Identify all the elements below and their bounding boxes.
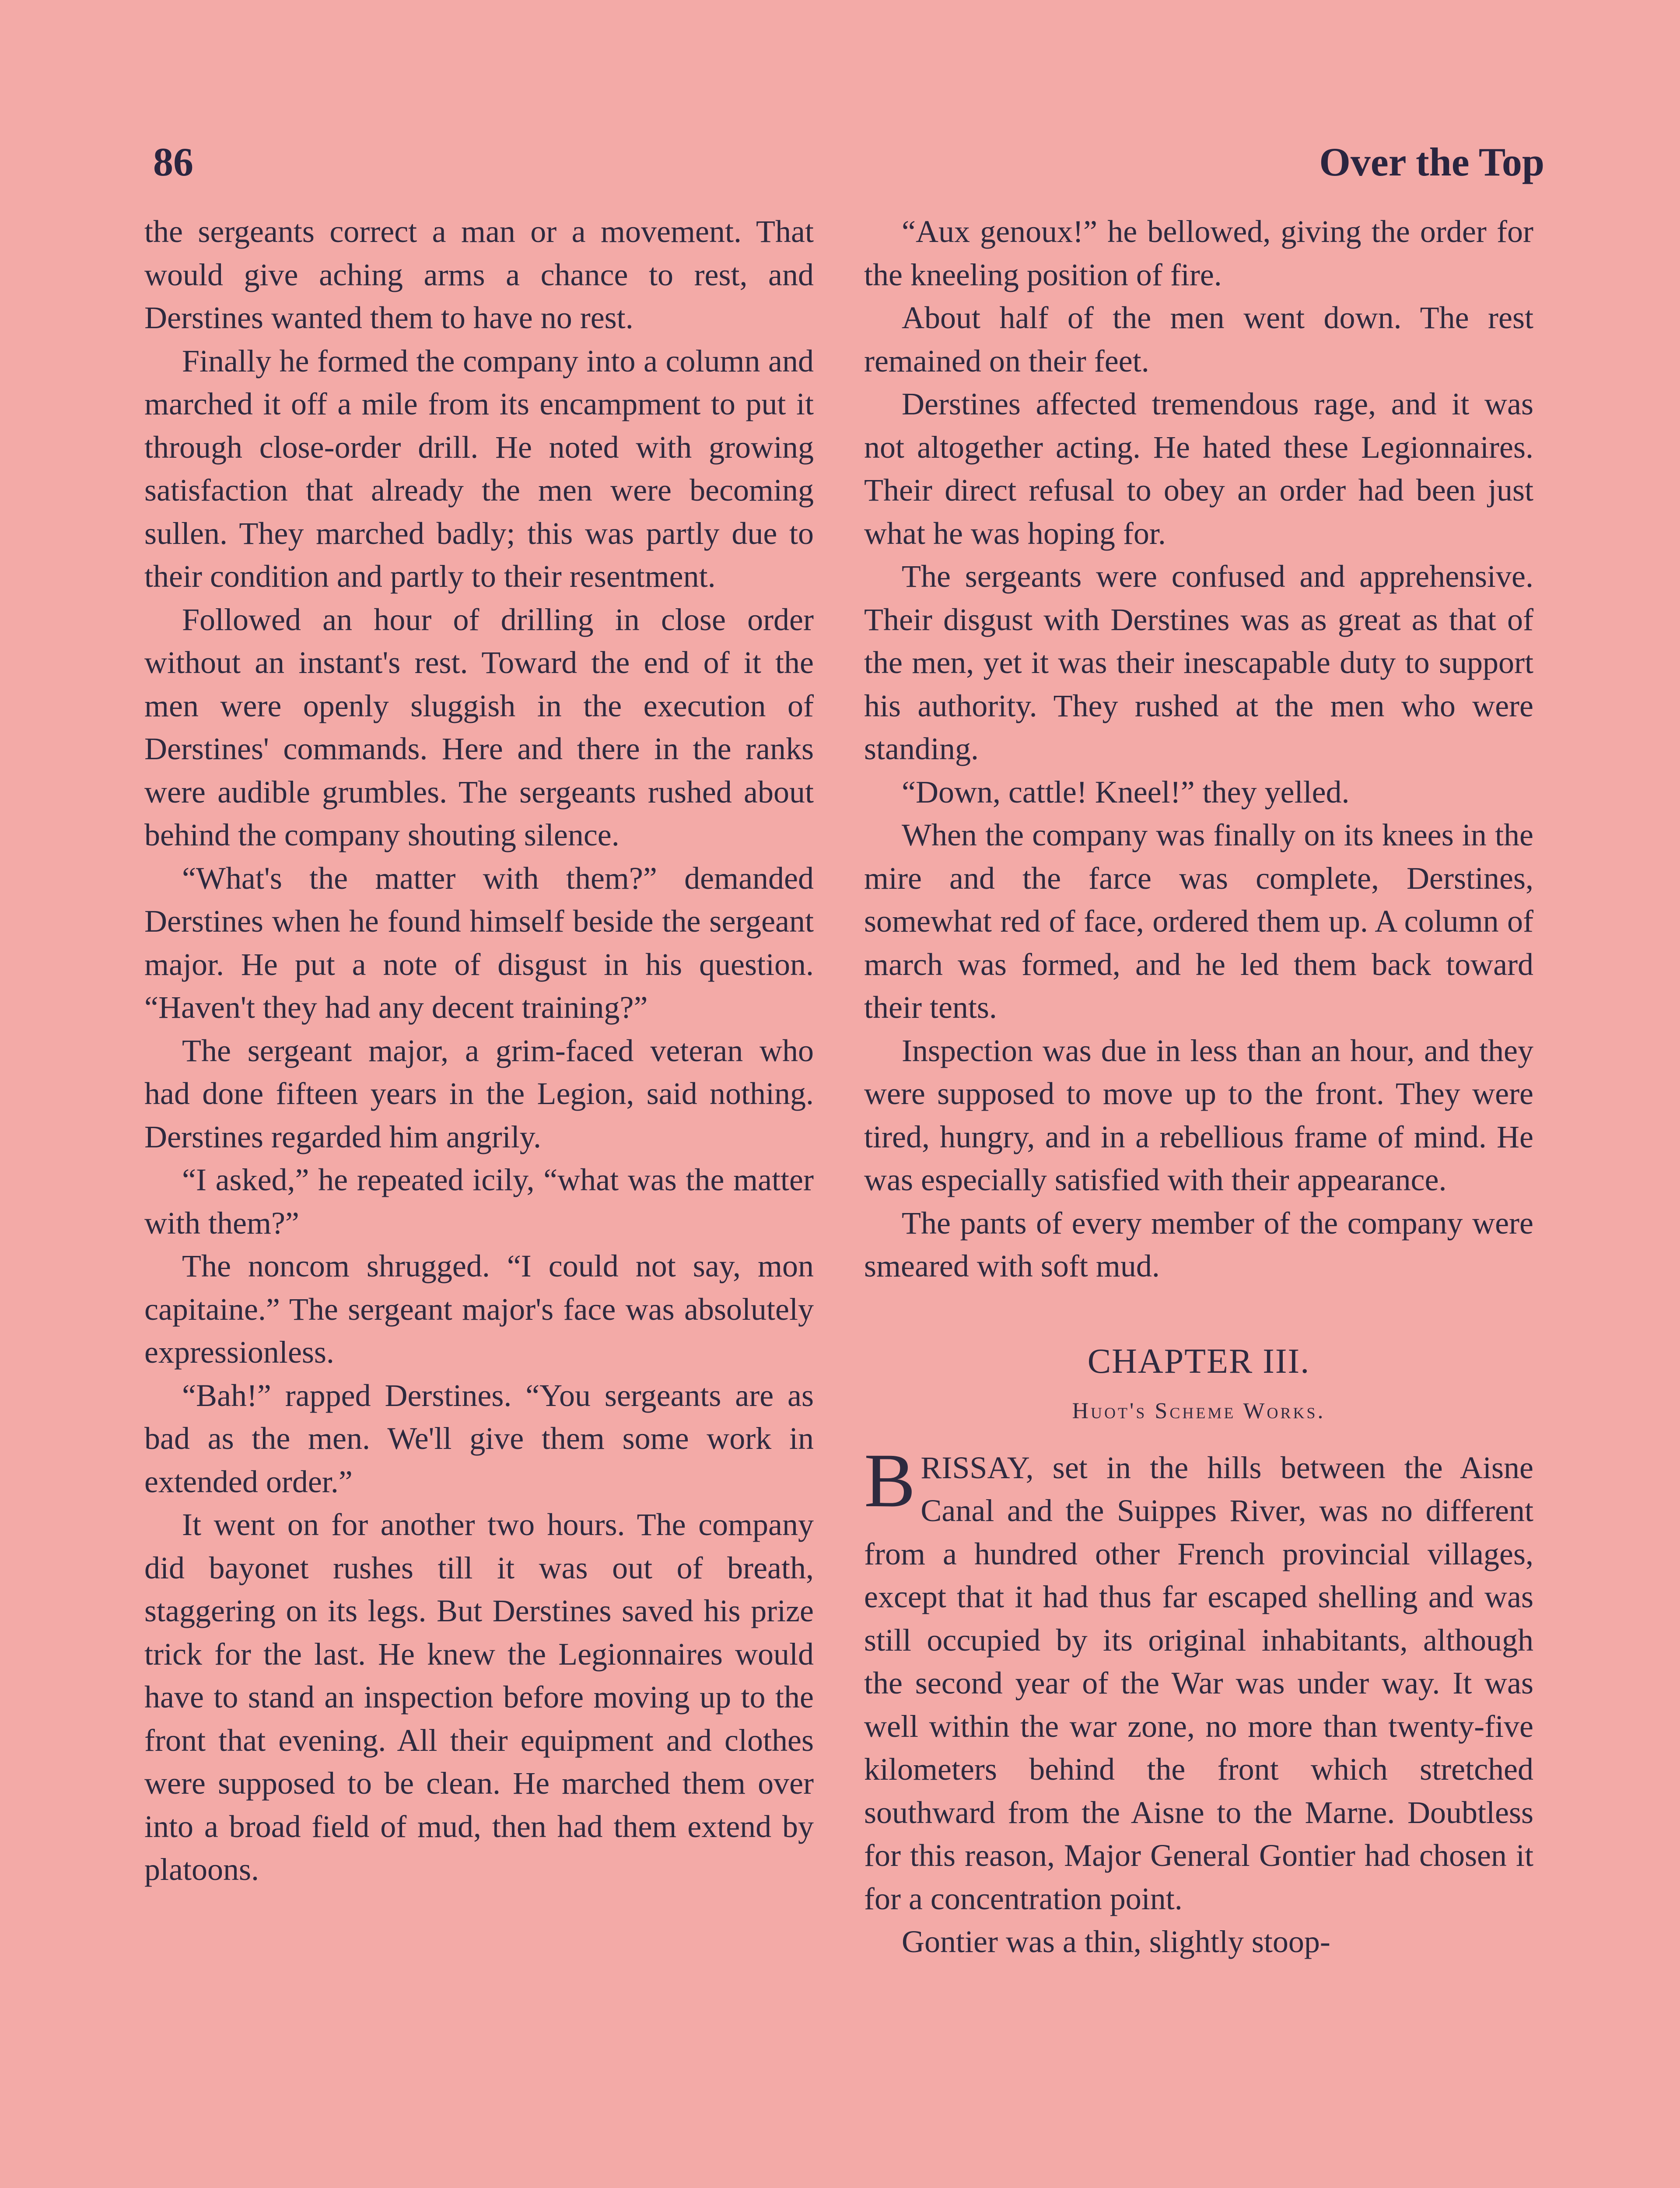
paragraph: “Down, cattle! Kneel!” they yelled. xyxy=(902,774,1350,810)
running-title: Over the Top xyxy=(1319,140,1544,184)
chapter-subtitle: Huot's Scheme Works. xyxy=(1072,1398,1326,1424)
paragraph: The sergeants were confused and apprehensive. Their disgust with Derstines was as great as that of the men, yet it was their inescapable duty to support his authority. They rushed at the men who were standing. xyxy=(864,559,1533,766)
paragraph: Followed an hour of drilling in close order without an instant's rest. Toward the end of it the men were openly sluggish in the execution of Derstines' commands. Here and there in the ranks were audible grumbles. The sergeants rushed about behind the company shouting silence. xyxy=(144,602,814,852)
paragraph: the sergeants correct a man or a movement. That would give aching arms a chance to rest, and Derstines wanted them to have no rest. xyxy=(144,214,814,335)
paragraph: The sergeant major, a grim-faced veteran who had done fifteen years in the Legion, said nothing. Derstines regarded him angrily. xyxy=(144,1033,814,1154)
paragraph: “Aux genoux!” he bellowed, giving the order for the kneeling position of fire. xyxy=(864,214,1533,292)
paragraph: Finally he formed the company into a column and marched it off a mile from its encampment to put it through close-order drill. He noted with growing satisfaction that already the men were becoming sullen. They marched badly; this was partly due to their condition and partly to their resentment. xyxy=(144,343,814,594)
paragraph: “What's the matter with them?” demanded Derstines when he found himself beside the sergeant major. He put a note of disgust in his question. “Haven't they had any decent training?” xyxy=(144,860,814,1025)
paragraph: “Bah!” rapped Derstines. “You sergeants are as bad as the men. We'll give them some work in extended order.” xyxy=(144,1378,814,1499)
page-header xyxy=(153,131,1544,193)
paragraph: The pants of every member of the company were smeared with soft mud. xyxy=(864,1205,1533,1283)
paragraph: It went on for another two hours. The company did bayonet rushes till it was out of breath, staggering on its legs. But Derstines saved his prize trick for the last. He knew the Legionnaires would have to stand an inspection before moving up to the front that evening. All their equipment and clothes were supposed to be clean. He marched them over into a broad field of mud, then had them extend by platoons. xyxy=(144,1507,814,1887)
chapter-opening-paragraph xyxy=(864,1438,1533,1921)
left-column xyxy=(144,210,814,1891)
paragraph: Derstines affected tremendous rage, and it was not altogether acting. He hated these Legionnaires. Their direct refusal to obey an order had been just what he was hoping for. xyxy=(864,386,1533,551)
paragraph: “I asked,” he repeated icily, “what was the matter with them?” xyxy=(144,1162,814,1241)
chapter-title: CHAPTER III. xyxy=(1087,1342,1310,1381)
paragraph: When the company was finally on its knees in the mire and the farce was complete, Derstines, somewhat red of face, ordered them up. A column of march was formed, and he led them back toward their tents. xyxy=(864,817,1533,1025)
paragraph: About half of the men went down. The rest remained on their feet. xyxy=(864,300,1533,379)
drop-cap: B xyxy=(864,1438,916,1523)
right-column xyxy=(864,210,1533,1964)
chapter-opening-text: RISSAY, set in the hills between the Aisne Canal and the Suippes River, was no different from a hundred other French provincial villages, except that it had thus far escaped shelling and was still occupied by its original inhabitants, although the second year of the War was under way. It was well within the war zone, no more than twenty-five kilometers behind the front which stretched southward from the Aisne to the Marne. Doubtless for this reason, Major General Gontier had chosen it for a concentration point. xyxy=(864,1450,1533,1916)
page-number: 86 xyxy=(153,140,193,184)
paragraph: The noncom shrugged. “I could not say, mon capitaine.” The sergeant major's face was absolutely expressionless. xyxy=(144,1248,814,1370)
paragraph: Inspection was due in less than an hour, and they were supposed to move up to the front. They were tired, hungry, and in a rebellious frame of mind. He was especially satisfied with their appearance. xyxy=(864,1033,1533,1197)
paragraph: Gontier was a thin, slightly stoop- xyxy=(902,1924,1330,1959)
